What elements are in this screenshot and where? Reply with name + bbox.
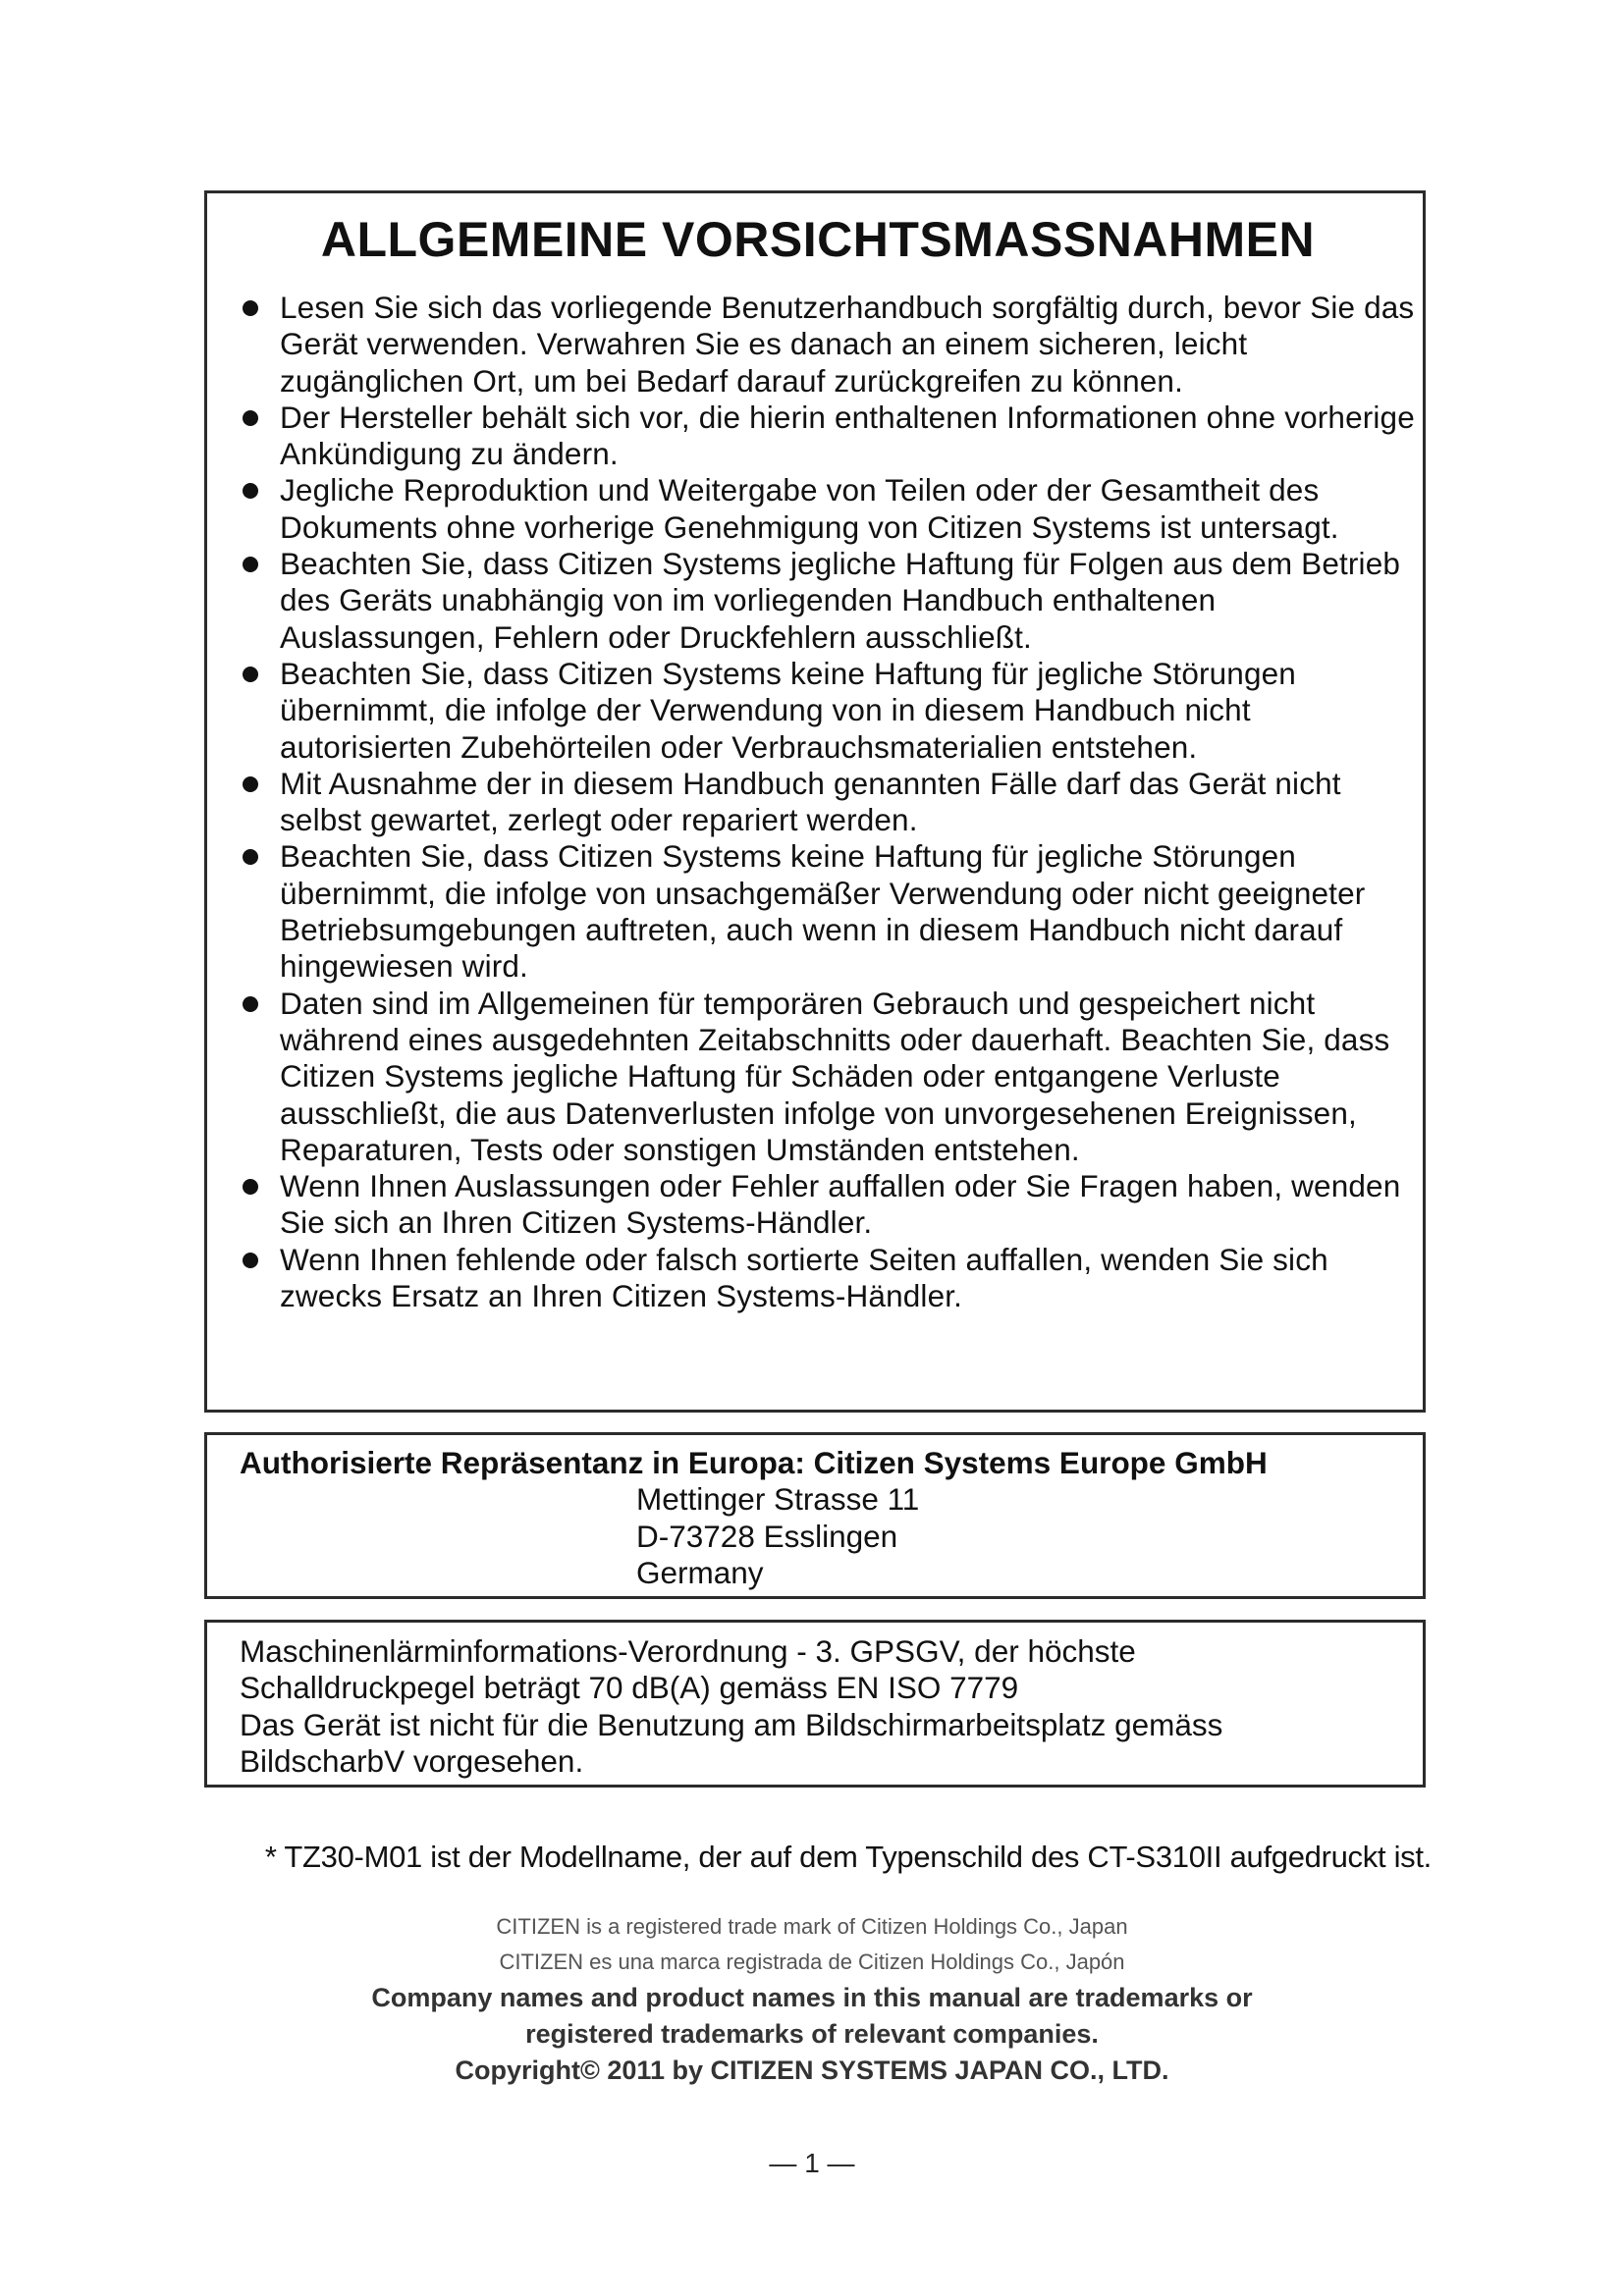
list-item-text: Wenn Ihnen fehlende oder falsch sortierte Seiten auffallen, wenden Sie sich zwecks Ersatz an Ihren Citizen Systems-Händler. (280, 1241, 1328, 1314)
precautions-list (241, 290, 1415, 1314)
list-item-text: Beachten Sie, dass Citizen Systems jegliche Haftung für Folgen aus dem Betrieb des Geräts unabhängig von im vorliegenden Handbuch enthaltenen Auslassungen, Fehlern oder Druckfehlern ausschließt. (280, 546, 1401, 655)
trademark-notice-1: Company names and product names in this manual are trademarks or (371, 1983, 1253, 2012)
noise-line-1: Maschinenlärminformations-Verordnung - 3. GPSGV, der höchste (240, 1633, 1136, 1669)
list-item-text: Daten sind im Allgemeinen für temporären Gebrauch und gespeichert nicht während eines ausgedehnten Zeitabschnitts oder dauerhaft. Beachten Sie, dass Citizen Systems jegliche Haftung für Schäden oder entgangene Verluste ausschließt, die aus Datenverlusten infolge von unvorgesehenen Ereignissen, Reparaturen, Tests oder sonstigen Umständen entstehen. (280, 985, 1390, 1167)
bullet-icon (243, 667, 258, 682)
bullet-icon (243, 483, 258, 499)
list-item (241, 472, 1415, 546)
list-item (241, 656, 1415, 766)
list-item-text: Wenn Ihnen Auslassungen oder Fehler auffallen oder Sie Fragen haben, wenden Sie sich an Ihren Citizen Systems-Händler. (280, 1168, 1401, 1241)
bullet-icon (243, 776, 258, 792)
trademark-notice-2: registered trademarks of relevant companies. (525, 2019, 1099, 2049)
address-country: Germany (636, 1554, 764, 1590)
list-item (241, 838, 1415, 985)
list-item (241, 1168, 1415, 1242)
noise-regulation-box (204, 1620, 1426, 1788)
list-item (241, 290, 1415, 400)
representative-title: Authorisierte Repräsentanz in Europa: Citizen Systems Europe GmbH (240, 1445, 1268, 1480)
credits (0, 1909, 1624, 2089)
bullet-icon (243, 1179, 258, 1195)
trademark-line-es: CITIZEN es una marca registrada de Citizen Holdings Co., Japón (499, 1949, 1125, 1974)
page-number: — 1 — (769, 2148, 855, 2178)
address-city: D-73728 Esslingen (636, 1518, 898, 1554)
bullet-icon (243, 849, 258, 865)
list-item-text: Beachten Sie, dass Citizen Systems keine Haftung für jegliche Störungen übernimmt, die infolge der Verwendung von in diesem Handbuch nicht autorisierten Zubehörteilen oder Verbrauchsmaterialien entstehen. (280, 655, 1296, 765)
trademark-line-en: CITIZEN is a registered trade mark of Citizen Holdings Co., Japan (496, 1914, 1128, 1939)
precautions-title: ALLGEMEINE VORSICHTSMASSNAHMEN (320, 212, 1316, 267)
list-item (241, 546, 1415, 656)
list-item-text: Der Hersteller behält sich vor, die hierin enthaltenen Informationen ohne vorherige Ankündigung zu ändern. (280, 399, 1415, 472)
list-item (241, 400, 1415, 473)
copyright-line: Copyright© 2011 by CITIZEN SYSTEMS JAPAN CO., LTD. (455, 2056, 1169, 2085)
noise-line-4: BildscharbV vorgesehen. (240, 1742, 584, 1779)
list-item (241, 1242, 1415, 1315)
model-footnote: * TZ30-M01 ist der Modellname, der auf dem Typenschild des CT-S310II aufgedruckt ist. (264, 1840, 1432, 1874)
address-street: Mettinger Strasse 11 (636, 1481, 920, 1518)
precautions-box (204, 190, 1426, 1413)
noise-line-3: Das Gerät ist nicht für die Benutzung am Bildschirmarbeitsplatz gemäss (240, 1706, 1223, 1742)
list-item (241, 766, 1415, 839)
list-item-text: Lesen Sie sich das vorliegende Benutzerhandbuch sorgfältig durch, bevor Sie das Gerät verwenden. Verwahren Sie es danach an einem sicheren, leicht zugänglichen Ort, um bei Bedarf darauf zurückgreifen zu können. (280, 290, 1415, 399)
list-item-text: Beachten Sie, dass Citizen Systems keine Haftung für jegliche Störungen übernimmt, die infolge von unsachgemäßer Verwendung oder nicht geeigneter Betriebsumgebungen auftreten, auch wenn in diesem Handbuch nicht darauf hingewiesen wird. (280, 838, 1366, 985)
list-item-text: Jegliche Reproduktion und Weitergabe von Teilen oder der Gesamtheit des Dokuments ohne vorherige Genehmigung von Citizen Systems ist untersagt. (280, 472, 1339, 545)
bullet-icon (243, 300, 258, 316)
bullet-icon (243, 557, 258, 572)
representative-box (204, 1432, 1426, 1599)
list-item-text: Mit Ausnahme der in diesem Handbuch genannten Fälle darf das Gerät nicht selbst gewartet, zerlegt oder repariert werden. (280, 765, 1341, 838)
bullet-icon (243, 996, 258, 1012)
bullet-icon (243, 1253, 258, 1268)
bullet-icon (243, 410, 258, 426)
list-item (241, 986, 1415, 1168)
noise-line-2: Schalldruckpegel beträgt 70 dB(A) gemäss EN ISO 7779 (240, 1670, 1019, 1706)
